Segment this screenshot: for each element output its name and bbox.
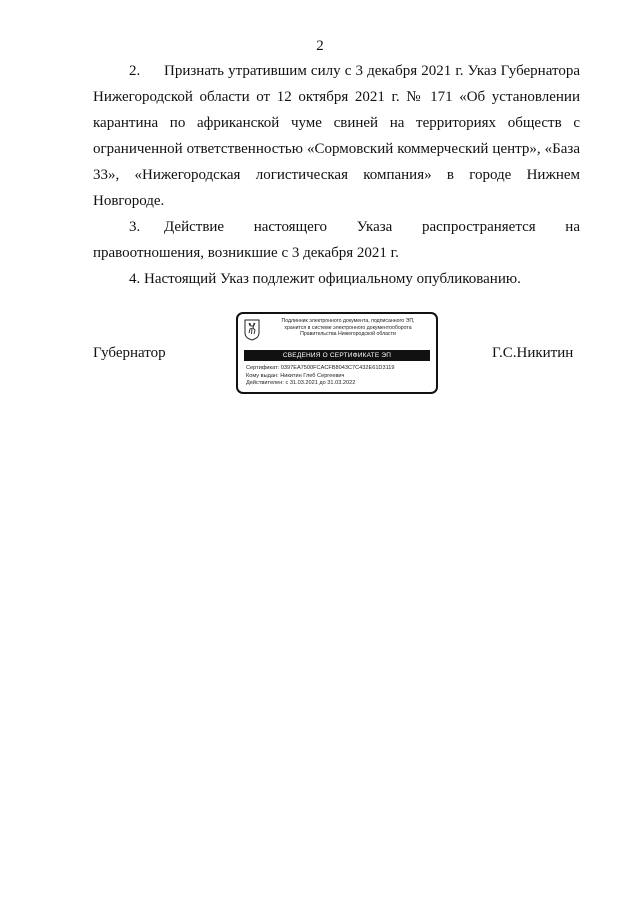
stamp-auth-line: хранится в системе электронного документооборота bbox=[284, 324, 412, 331]
stamp-validity: Действителен: с 31.03.2021 до 31.03.2022 bbox=[246, 380, 356, 387]
stamp-certificate-serial: Сертификат: 0397EA7500FCACFB8043C7C432E61D3119 bbox=[246, 365, 395, 371]
stamp-certificate-details bbox=[246, 365, 395, 388]
paragraph-3-text: Действие настоящего Указа распространяется на правоотношения, возникшие с 3 декабря 2021 г. bbox=[93, 219, 580, 261]
signer-name: Г.С.Никитин bbox=[492, 345, 574, 361]
stamp-auth-line: Правительства Нижегородской области bbox=[300, 331, 396, 338]
page-number: 2 bbox=[316, 38, 324, 54]
signer-title: Губернатор bbox=[93, 345, 166, 361]
stamp-authenticity-note bbox=[260, 318, 436, 338]
stamp-issued-to: Кому выдан: Никитин Глеб Сергеевич bbox=[246, 372, 345, 379]
e-signature-stamp bbox=[236, 312, 438, 394]
stamp-auth-line: Подлинник электронного документа, подписанного ЭП, bbox=[281, 318, 415, 324]
paragraph-2-number: 2. bbox=[129, 63, 141, 79]
paragraph-2 bbox=[93, 58, 580, 214]
paragraph-4: 4. Настоящий Указ подлежит официальному опубликованию. bbox=[129, 271, 521, 287]
paragraph-3 bbox=[93, 214, 580, 266]
paragraph-2-text: Признать утратившим силу с 3 декабря 2021 г. Указ Губернатора Нижегородской области от 12 октября 2021 г. № 171 «Об установлении карантина по африканской чуме свиней на территориях обществ с ограниченной ответственностью «Сормовский коммерческий центр», «База 33», «Нижегородская логистическая компания» в городе Нижнем Новгороде. bbox=[93, 63, 580, 209]
paragraph-3-number: 3. bbox=[129, 219, 141, 235]
deer-emblem-icon bbox=[244, 319, 260, 341]
stamp-certificate-header: СВЕДЕНИЯ О СЕРТИФИКАТЕ ЭП bbox=[244, 350, 430, 361]
